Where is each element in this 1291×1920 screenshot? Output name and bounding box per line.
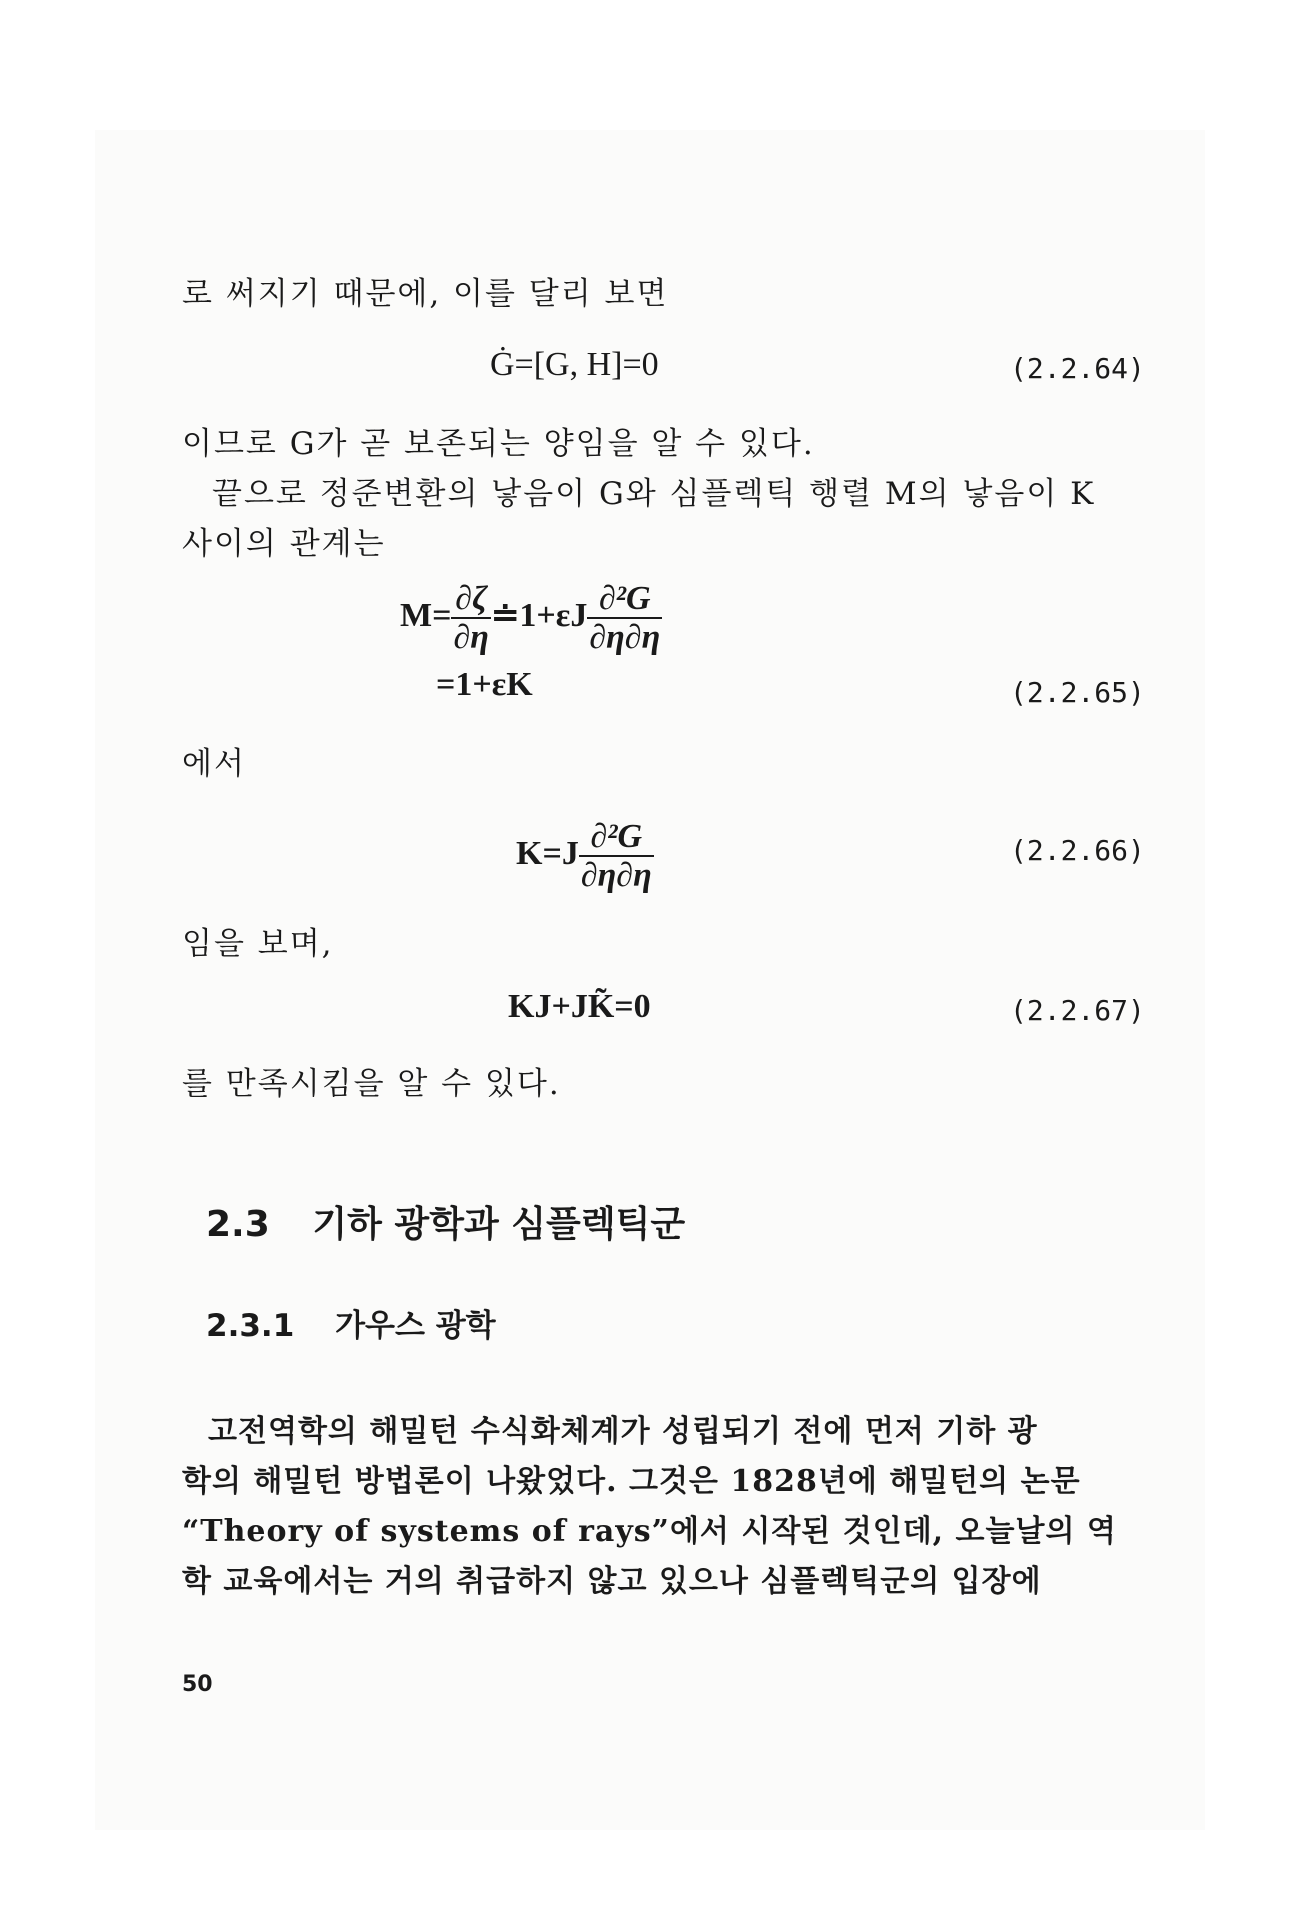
equation-number-64: (2.2.64) <box>1010 352 1145 385</box>
eq65-mid: ≐1+εJ <box>490 597 588 635</box>
equation-2-2-65-line2: =1+εK <box>436 666 533 703</box>
eq65-frac1-denominator: ∂η <box>453 619 489 657</box>
eq66-numerator: ∂²G <box>579 818 654 857</box>
eq65-frac2-numerator: ∂²G <box>587 580 662 619</box>
section-title: 기하 광학과 심플렉틱군 <box>312 1204 686 1245</box>
equation-2-2-67: KJ+JK̃=0 <box>508 988 651 1025</box>
equation-number-65: (2.2.65) <box>1010 676 1145 709</box>
text-line-3: 끝으로 정준변환의 낳음이 G와 심플렉틱 행렬 M의 낳음이 K <box>212 476 1096 512</box>
paragraph-line-1: 고전역학의 해밀턴 수식화체계가 성립되기 전에 먼저 기하 광 <box>208 1414 1038 1449</box>
equation-2-2-66 <box>516 818 654 895</box>
text-line-7: 를 만족시킴을 알 수 있다. <box>182 1066 561 1102</box>
text-line-1: 로 써지기 때문에, 이를 달리 보면 <box>182 276 669 312</box>
text-line-2: 이므로 G가 곧 보존되는 양임을 알 수 있다. <box>182 426 815 462</box>
text-line-6: 임을 보며, <box>182 926 334 962</box>
subsection-heading <box>206 1300 496 1345</box>
text-line-5: 에서 <box>182 746 246 782</box>
equation-2-2-64: Ġ=[G, H]=0 <box>490 346 659 383</box>
subsection-title: 가우스 광학 <box>335 1308 496 1344</box>
eq66-denominator: ∂η∂η <box>580 857 652 895</box>
section-heading <box>206 1196 685 1247</box>
eq65-fraction-2 <box>587 580 662 657</box>
equation-2-2-65-line1 <box>400 580 662 657</box>
paragraph-line-4: 학 교육에서는 거의 취급하지 않고 있으나 심플렉틱군의 입장에 <box>182 1564 1042 1599</box>
equation-number-66: (2.2.66) <box>1010 834 1145 867</box>
page-number: 50 <box>182 1672 213 1697</box>
text-line-4: 사이의 관계는 <box>182 526 386 562</box>
eq66-left: K=J <box>516 835 579 873</box>
eq65-frac1-numerator: ∂ζ <box>451 580 490 619</box>
eq65-frac2-denominator: ∂η∂η <box>589 619 661 657</box>
equation-number-67: (2.2.67) <box>1010 994 1145 1027</box>
eq65-fraction-1 <box>451 580 490 657</box>
section-number: 2.3 <box>206 1204 270 1245</box>
eq65-left: M= <box>400 597 452 635</box>
paragraph-line-3: “Theory of systems of rays”에서 시작된 것인데, 오늘날의 역 <box>182 1514 1117 1549</box>
eq66-fraction <box>579 818 654 895</box>
paragraph-line-2: 학의 해밀턴 방법론이 나왔었다. 그것은 1828년에 해밀턴의 논문 <box>182 1464 1081 1499</box>
subsection-number: 2.3.1 <box>206 1308 295 1344</box>
